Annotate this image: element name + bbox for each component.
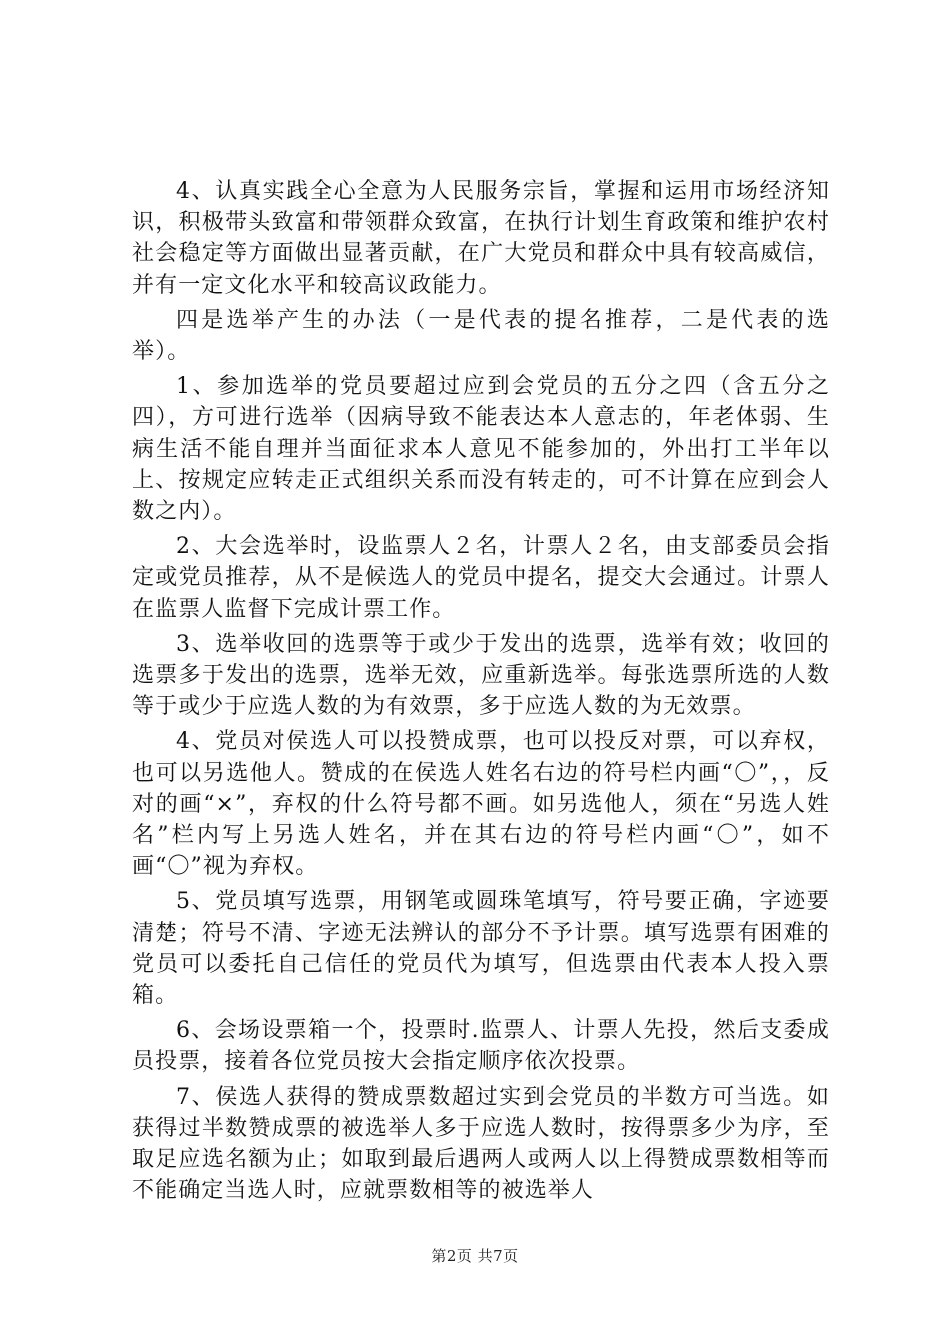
paragraph-rule-2: 2、大会选举时，设监票人２名，计票人２名，由支部委员会指定或党员推荐，从不是候选人的党员中提名，提交大会通过。计票人在监票人监督下完成计票工作。 (132, 534, 830, 622)
paragraph-rule-7: 7、侯选人获得的赞成票数超过实到会党员的半数方可当选。如获得过半数赞成票的被选举人多于应选人数时，按得票多少为序，至取足应选名额为止；如取到最后遇两人或两人以上得赞成票数相等而不能确定当选人时，应就票数相等的被选举人 (132, 1084, 830, 1204)
paragraph-rule-3: 3、选举收回的选票等于或少于发出的选票，选举有效；收回的选票多于发出的选票，选举无效，应重新选举。每张选票所选的人数等于或少于应选人数的为有效票，多于应选人数的为无效票。 (132, 631, 830, 720)
document-body (132, 176, 830, 1211)
page-number-footer: 第2页 共7页 (431, 1247, 519, 1265)
paragraph-rule-4: 4、党员对侯选人可以投赞成票，也可以投反对票，可以弃权，也可以另选他人。赞成的在侯选人姓名右边的符号栏内画“〇”，，反对的画“×”，弃权的什么符号都不画。如另选他人，须在“另选人姓名”栏内写上另选人姓名，并在其右边的符号栏内画“〇”，如不画“〇”视为弃权。 (132, 729, 830, 880)
paragraph-rule-5: 5、党员填写选票，用钢笔或圆珠笔填写，符号要正确，字迹要清楚；符号不清、字迹无法辨认的部分不予计票。填写选票有困难的党员可以委托自己信任的党员代为填写，但选票由代表本人投入票箱。 (132, 889, 830, 1009)
paragraph-rule-6: 6、会场设票箱一个，投票时.监票人、计票人先投，然后支委成员投票，接着各位党员按大会指定顺序依次投票。 (132, 1018, 830, 1075)
paragraph-requirement-4: 4、认真实践全心全意为人民服务宗旨，掌握和运用市场经济知识，积极带头致富和带领群众致富，在执行计划生育政策和维护农村社会稳定等方面做出显著贡献，在广大党员和群众中具有较高威信，并有一定文化水平和较高议政能力。 (132, 179, 830, 298)
paragraph-section-four-heading: 四是选举产生的办法（一是代表的提名推荐，二是代表的选举）。 (132, 307, 830, 365)
paragraph-rule-1: 1、参加选举的党员要超过应到会党员的五分之四（含五分之四），方可进行选举（因病导致不能表达本人意志的，年老体弱、生病生活不能自理并当面征求本人意见不能参加的，外出打工半年以上、按规定应转走正式组织关系而没有转走的，可不计算在应到会人数之内）。 (132, 374, 830, 525)
